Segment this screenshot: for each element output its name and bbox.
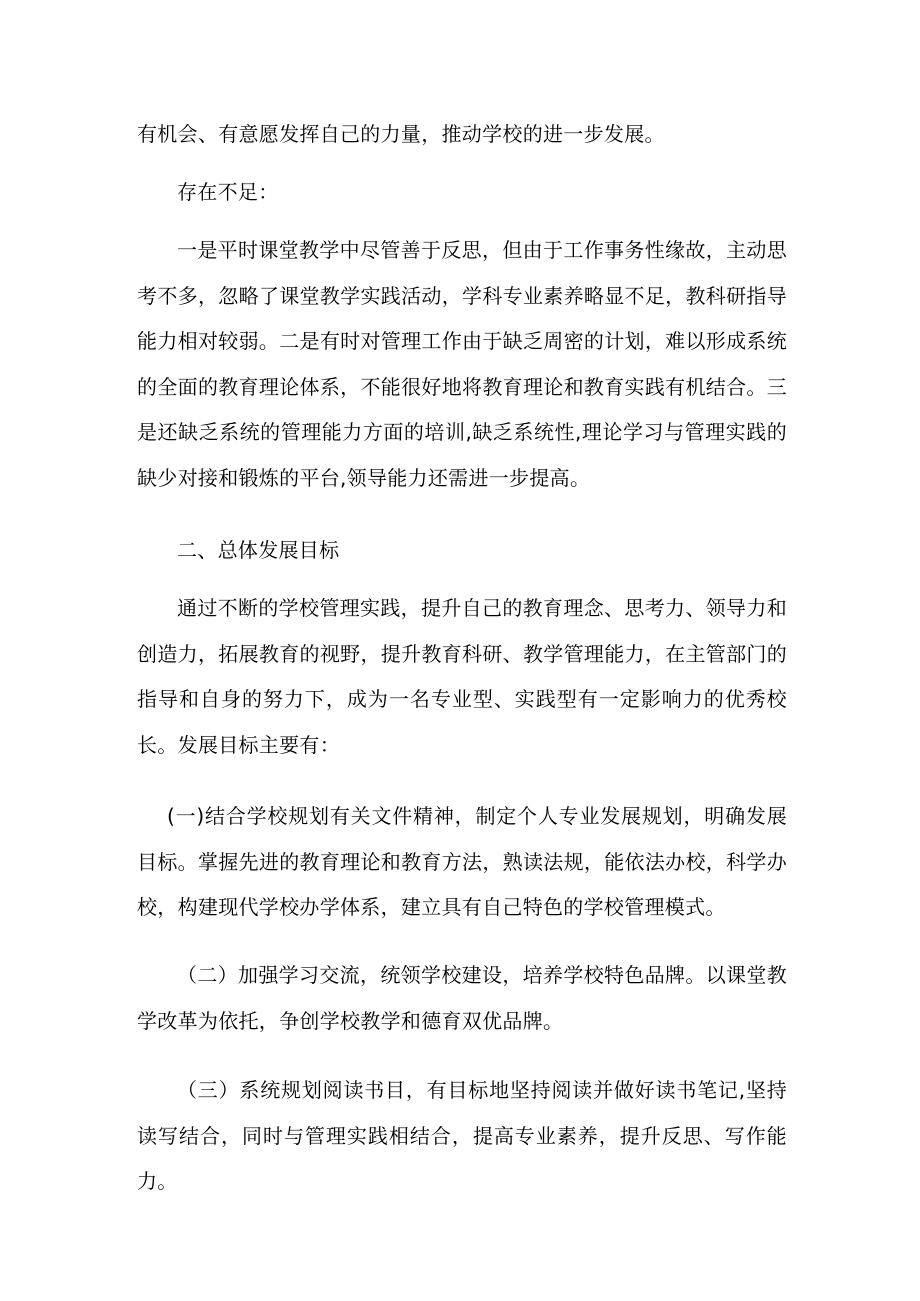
- paragraph-goals-intro: 通过不断的学校管理实践，提升自己的教育理念、思考力、领导力和创造力，拓展教育的视野，提升教育科研、教学管理能力，在主管部门的指导和自身的努力下，成为一名专业型、实践型有一定影响力的优秀校长。发展目标主要有：: [137, 596, 787, 757]
- paragraph-goal-2: （二）加强学习交流，统领学校建设，培养学校特色品牌。以课堂教学改革为依托，争创学校教学和德育双优品牌。: [137, 963, 787, 1033]
- paragraph-shortcomings-body: 一是平时课堂教学中尽管善于反思，但由于工作事务性缘故，主动思考不多，忽略了课堂教学实践活动，学科专业素养略显不足，教科研指导能力相对较弱。二是有时对管理工作由于缺乏周密的计划，难以形成系统的全面的教育理论体系，不能很好地将教育理论和教育实践有机结合。三是还缺乏系统的管理能力方面的培训,缺乏系统性,理论学习与管理实践的缺少对接和锻炼的平台,领导能力还需进一步提高。: [137, 238, 787, 490]
- paragraph-goal-3: （三）系统规划阅读书目，有目标地坚持阅读并做好读书笔记,坚持读写结合，同时与管理实践相结合，提高专业素养，提升反思、写作能力。: [137, 1078, 787, 1193]
- paragraph-goal-1: (一)结合学校规划有关文件精神，制定个人专业发展规划，明确发展目标。掌握先进的教育理论和教育方法，熟读法规，能依法办校，科学办校，构建现代学校办学体系，建立具有自己特色的学校管理模式。: [137, 804, 787, 919]
- paragraph-continuation: 有机会、有意愿发挥自己的力量，推动学校的进一步发展。: [137, 122, 665, 146]
- section-heading-development-goals: 二、总体发展目标: [177, 538, 340, 562]
- paragraph-shortcomings-heading: 存在不足：: [177, 180, 279, 204]
